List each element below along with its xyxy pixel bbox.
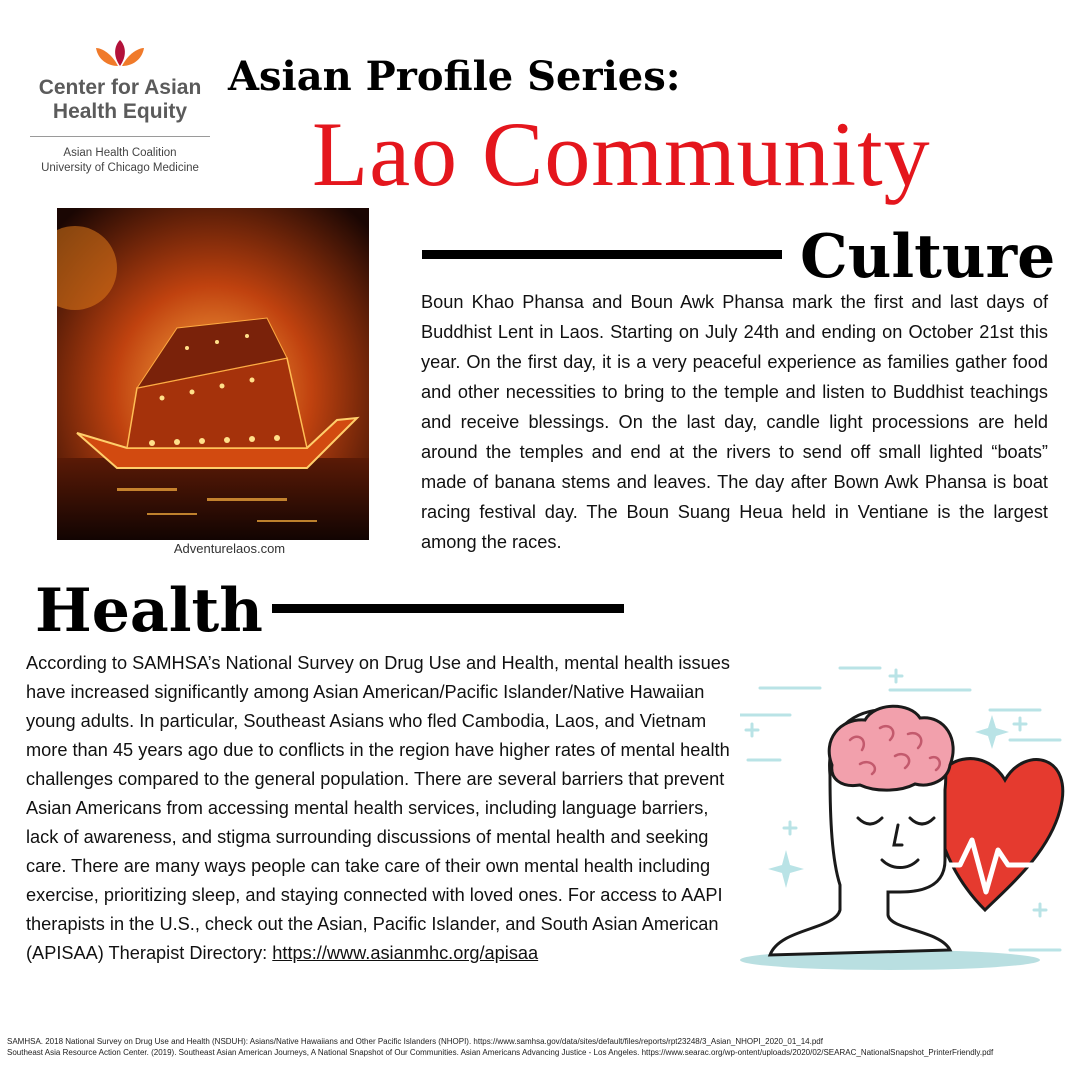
reference-item: Southeast Asia Resource Action Center. (2019). Southeast Asian American Journeys, A National Snapshot of Our Communities. Asian Americans Advancing Justice - Los Angeles. https://www.searac.org/wp-ontent/uploads/2020/02/SEARAC_NationalSnapshot_PrinterFriendly.pdf — [7, 1048, 994, 1057]
reference-item: SAMHSA. 2018 National Survey on Drug Use and Health (NSDUH): Asians/Native Hawaiians and Other Pacific Islanders (NHOPI). https://www.samhsa.gov/data/sites/default/files/reports/rpt23248/3_Asian_NHOPI_2020_01_14.pdf — [7, 1037, 823, 1046]
logo-title-line: Health Equity — [52, 100, 188, 123]
apisaa-directory-link[interactable]: https://www.asianmhc.org/apisaa — [272, 943, 539, 963]
culture-heading: Culture — [800, 222, 1056, 292]
logo-title — [20, 76, 220, 124]
logo-subtitle-line: University of Chicago Medicine — [41, 162, 199, 174]
photo-credit: Adventurelaos.com — [173, 541, 286, 556]
page-title: Lao Community — [312, 103, 931, 205]
logo-subtitle-line: Asian Health Coalition — [63, 147, 177, 159]
festival-boat-image — [57, 208, 369, 540]
health-divider — [272, 604, 624, 613]
organization-logo — [20, 38, 220, 188]
logo-title-line: Center for Asian — [38, 76, 202, 99]
lotus-icon — [92, 38, 148, 68]
logo-subtitle — [20, 146, 220, 176]
health-body: According to SAMHSA’s National Survey on Drug Use and Health, mental health issues have increased significantly among Asian American/Pacific Islander/Native Hawaiian young adults. In particular, Southeast Asians who fled Cambodia, Laos, and Vietnam more than 45 years ago due to conflicts in the region have higher rates of mental health challenges compared to the general population. There are several barriers that prevent Asian Americans from accessing mental health services, including language barriers, lack of awareness, and stigma surrounding discussions of mental health and seeking care. There are many ways people can take care of their own mental health including exercise, prioritizing sleep, and staying connected with loved ones. For access to AAPI therapists in the U.S., check out the Asian, Pacific Islander, and South Asian American (APISAA) Therapist Directory: — [26, 653, 730, 963]
health-paragraph — [26, 649, 742, 968]
health-heading: Health — [35, 576, 263, 646]
culture-paragraph: Boun Khao Phansa and Boun Awk Phansa mark the first and last days of Buddhist Lent in Laos. Starting on July 24th and ending on October 21st this year. On the first day, it is a very peaceful experience as families gather food and other necessities to bring to the temple and listen to Buddhist teachings and receive blessings. On the last day, candle light processions are held around the temples and end at the rivers to send off small lighted “boats” made of banana stems and leaves. The day after Bown Awk Phansa is boat racing festival day. The Boun Suang Heua held in Ventiane is the largest among the races. — [421, 292, 1048, 552]
culture-divider — [422, 250, 782, 259]
references — [7, 1036, 1073, 1058]
brain-heart-icon — [740, 660, 1070, 980]
series-title: Asian Profile Series: — [228, 53, 681, 100]
logo-divider — [30, 136, 210, 137]
festival-photo — [57, 208, 369, 540]
